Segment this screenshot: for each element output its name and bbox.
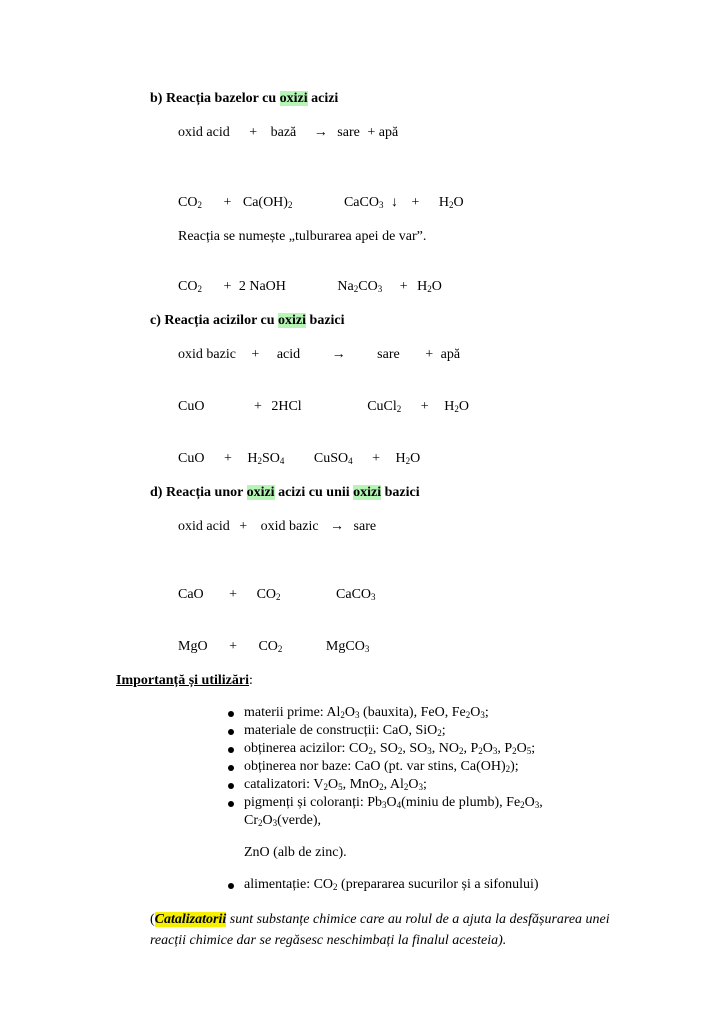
section-b-title: b) Reacția bazelor cu oxizi acizi: [150, 91, 339, 106]
uses-item-6-continued: $Cr_2O_3(verde)$,: [244, 813, 322, 828]
section-b-general-equation: oxid acid + bază → sare + apă: [178, 125, 399, 140]
uses-item-4: obținerea nor baze: CaO (pt. var stins, $Ca(OH)_2$);: [244, 759, 519, 774]
section-d-general-equation: oxid acid + oxid bazic → sare: [178, 519, 377, 534]
bullet-icon: [228, 801, 234, 807]
section-b-reaction-1: $CO_2 + Ca(OH)_2$ CaCO$_3$ ↓ + $H_2O$: [178, 195, 464, 210]
bullet-icon: [228, 711, 234, 717]
uses-heading: Importanță și utilizări:: [116, 673, 253, 688]
section-c-reaction-1: CuO + 2HCl CuCl$_2$ + $H_2O$: [178, 399, 469, 414]
uses-item-7: alimentație: $CO_2$ (prepararea sucurilor și a sifonului): [244, 877, 539, 892]
bullet-icon: [228, 783, 234, 789]
uses-item-6: pigmenți și coloranți: $Pb_3O_4(miniu$ de plumb), $Fe_2O_3$,: [244, 795, 543, 810]
section-d-reaction-2: MgO + $CO_2$ MgCO$_3$: [178, 639, 370, 654]
section-b-note: Reacția se numește „tulburarea apei de var”.: [178, 229, 427, 244]
uses-item-3: obținerea acizilor: $CO_2$, $SO_2$, $SO_3$, $NO_2$, $P_2O_3$, $P_2O_5$;: [244, 741, 536, 756]
uses-item-1: materii prime: $Al_2O_3$ (bauxita), FeO, $Fe_2O_3$;: [244, 705, 489, 720]
catalyst-note: (Catalizatorii sunt substanțe chimice care au rolul de a ajuta la desfășurarea unei reacții chimice dar se regăsesc neschimbați la finalul acesteia).: [150, 912, 610, 948]
section-d-reaction-1: CaO + $CO_2$ CaCO$_3$: [178, 587, 376, 602]
bullet-icon: [228, 729, 234, 735]
bullet-icon: [228, 765, 234, 771]
section-d-title: d) Reacția unor oxizi acizi cu unii oxizi bazici: [150, 485, 420, 500]
uses-item-zno: ZnO (alb de zinc).: [244, 845, 347, 860]
section-c-general-equation: oxid bazic + acid → sare + apă: [178, 347, 461, 362]
section-c-reaction-2: CuO + $H_2SO_4$ CuSO$_4$ + $H_2O$: [178, 451, 421, 466]
section-c-title: c) Reacția acizilor cu oxizi bazici: [150, 313, 345, 328]
bullet-icon: [228, 747, 234, 753]
bullet-icon: [228, 883, 234, 889]
section-b-reaction-2: $CO_2 + 2$ NaOH $Na_2CO_3 + H_2O$: [178, 279, 442, 294]
uses-item-5: catalizatori: $V_2O_5$, MnO$_2$, $Al_2O_3$;: [244, 777, 427, 792]
uses-item-2: materiale de construcții: CaO, SiO$_2$;: [244, 723, 446, 738]
